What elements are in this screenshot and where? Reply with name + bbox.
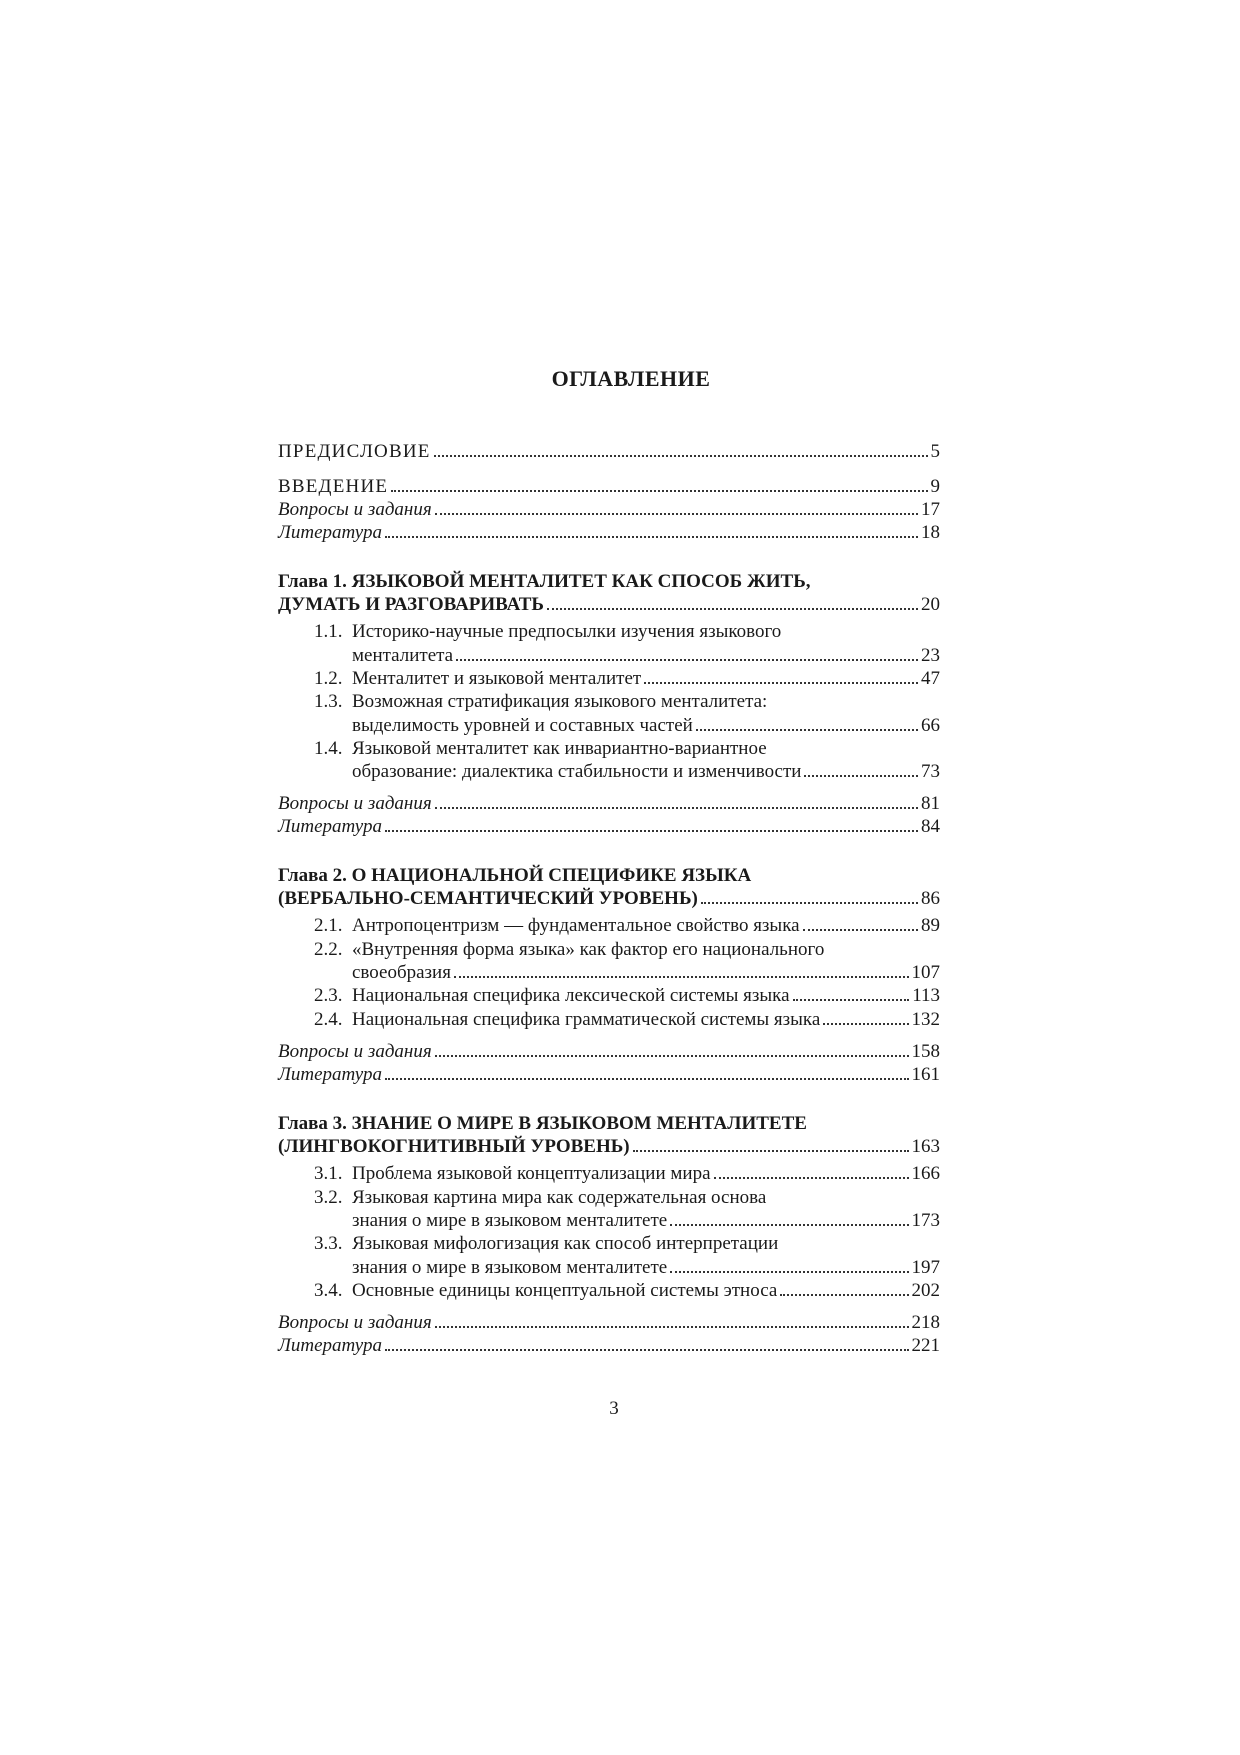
- section-title: Национальная специфика лексической системы языка: [352, 985, 790, 1006]
- toc-entry-page: 84: [921, 816, 940, 837]
- section-2-3[interactable]: [278, 984, 940, 1008]
- chapter-page: 163: [911, 1136, 940, 1157]
- section-page: 132: [911, 1008, 940, 1030]
- chapter-title-line2: (ВЕРБАЛЬНО-СЕМАНТИЧЕСКИЙ УРОВЕНЬ): [278, 888, 698, 909]
- toc-entry-page: 218: [911, 1312, 940, 1333]
- section-number: 3.3.: [314, 1233, 343, 1254]
- section-title: Менталитет и языковой менталитет: [352, 667, 642, 689]
- section-1-2[interactable]: [278, 667, 940, 691]
- toc-entry-label: Литература: [278, 816, 382, 837]
- section-1-1[interactable]: [278, 620, 940, 667]
- dot-leader: [701, 902, 918, 904]
- section-number: 2.3.: [314, 985, 343, 1006]
- dot-leader: [714, 1177, 909, 1179]
- section-title: Антропоцентризм — фундаментальное свойство языка: [352, 915, 800, 936]
- section-title-line1: Языковой менталитет как инвариантно-вариантное: [352, 737, 767, 759]
- section-page: 202: [911, 1279, 940, 1301]
- dot-leader: [644, 682, 918, 684]
- section-number: 3.2.: [314, 1186, 343, 1208]
- toc-entry-label: Литература: [278, 1335, 382, 1356]
- dot-leader: [385, 1349, 909, 1351]
- section-2-4[interactable]: [278, 1008, 940, 1032]
- section-number: 3.4.: [314, 1279, 343, 1301]
- chapter-3-literature[interactable]: [278, 1334, 940, 1357]
- toc-entry-label: Вопросы и задания: [278, 1312, 432, 1333]
- toc-entry-page: 5: [930, 441, 940, 462]
- toc-entry-label: ВВЕДЕНИЕ: [278, 476, 389, 497]
- chapter-3-questions[interactable]: [278, 1311, 940, 1334]
- dot-leader: [804, 775, 918, 777]
- section-page: 173: [911, 1210, 940, 1231]
- section-title: Национальная специфика грамматической системы языка: [352, 1008, 821, 1030]
- section-title-line2: знания о мире в языковом менталитете: [352, 1210, 668, 1231]
- chapter-3-heading[interactable]: [278, 1112, 940, 1158]
- section-title: Основные единицы концептуальной системы этноса: [352, 1279, 778, 1301]
- dot-leader: [803, 929, 918, 931]
- section-3-2[interactable]: [278, 1186, 940, 1233]
- dot-leader: [454, 976, 909, 978]
- toc-entry-label: Литература: [278, 522, 382, 543]
- dot-leader: [435, 1055, 909, 1057]
- page-title: ОГЛАВЛЕНИЕ: [551, 366, 711, 391]
- chapter-1-questions[interactable]: [278, 792, 940, 815]
- section-3-4[interactable]: [278, 1279, 940, 1303]
- section-title-line1: Языковая мифологизация как способ интерпретации: [352, 1233, 779, 1254]
- section-title: Проблема языковой концептуализации мира: [352, 1163, 711, 1184]
- section-2-1[interactable]: [278, 914, 940, 938]
- dot-leader: [435, 513, 918, 515]
- section-page: 73: [921, 761, 940, 782]
- toc-entry-page: 161: [911, 1064, 940, 1085]
- section-number: 3.1.: [314, 1163, 343, 1184]
- chapter-2-questions[interactable]: [278, 1040, 940, 1063]
- toc-entry-label: ПРЕДИСЛОВИЕ: [278, 441, 431, 462]
- section-number: 1.4.: [314, 737, 343, 759]
- toc-entry-page: 18: [921, 522, 940, 543]
- section-page: 89: [921, 915, 940, 936]
- table-of-contents: [278, 440, 940, 1357]
- toc-entry-page: 221: [911, 1335, 940, 1356]
- dot-leader: [385, 1078, 909, 1080]
- toc-entry-questions[interactable]: [278, 498, 940, 521]
- section-number: 1.3.: [314, 691, 343, 712]
- section-2-2[interactable]: [278, 938, 940, 985]
- dot-leader: [456, 659, 918, 661]
- section-title-line2: образование: диалектика стабильности и изменчивости: [352, 761, 802, 782]
- dot-leader: [780, 1294, 908, 1296]
- section-number: 2.4.: [314, 1008, 343, 1030]
- section-page: 113: [912, 985, 940, 1006]
- chapter-1-heading[interactable]: [278, 570, 940, 616]
- dot-leader: [391, 490, 927, 492]
- chapter-title-line2: (ЛИНГВОКОГНИТИВНЫЙ УРОВЕНЬ): [278, 1136, 630, 1157]
- section-1-3[interactable]: [278, 690, 940, 737]
- toc-entry-preface[interactable]: [278, 440, 940, 463]
- section-title-line1: «Внутренняя форма языка» как фактор его национального: [352, 938, 825, 960]
- chapter-prefix: Глава 1.: [278, 571, 347, 592]
- section-number: 2.2.: [314, 938, 343, 960]
- chapter-title-line1: ЯЗЫКОВОЙ МЕНТАЛИТЕТ КАК СПОСОБ ЖИТЬ,: [351, 571, 811, 592]
- chapter-page: 86: [921, 888, 940, 909]
- section-title-line1: Языковая картина мира как содержательная основа: [352, 1186, 767, 1208]
- section-title-line1: Историко-научные предпосылки изучения языкового: [352, 621, 782, 642]
- toc-entry-literature[interactable]: [278, 521, 940, 544]
- chapter-title-line2: ДУМАТЬ И РАЗГОВАРИВАТЬ: [278, 594, 544, 615]
- dot-leader: [435, 1326, 909, 1328]
- dot-leader: [823, 1023, 908, 1025]
- toc-entry-label: Литература: [278, 1064, 382, 1085]
- dot-leader: [434, 455, 928, 457]
- section-title-line2: менталитета: [352, 644, 454, 666]
- dot-leader: [696, 729, 918, 731]
- chapter-1-literature[interactable]: [278, 815, 940, 838]
- page-number: 3: [609, 1398, 619, 1419]
- section-3-1[interactable]: [278, 1162, 940, 1186]
- dot-leader: [793, 999, 910, 1001]
- dot-leader: [385, 536, 918, 538]
- toc-entry-page: 81: [921, 793, 940, 814]
- toc-entry-label: Вопросы и задания: [278, 499, 432, 520]
- chapter-title-line1: ЗНАНИЕ О МИРЕ В ЯЗЫКОВОМ МЕНТАЛИТЕТЕ: [351, 1113, 807, 1134]
- section-title-line2: выделимость уровней и составных частей: [352, 714, 693, 736]
- section-page: 23: [921, 644, 940, 666]
- dot-leader: [633, 1150, 909, 1152]
- chapter-2-heading[interactable]: [278, 864, 940, 910]
- section-page: 197: [911, 1256, 940, 1278]
- dot-leader: [670, 1271, 908, 1273]
- toc-entry-label: Вопросы и задания: [278, 793, 432, 814]
- section-1-4[interactable]: [278, 737, 940, 784]
- chapter-page: 20: [921, 594, 940, 615]
- dot-leader: [385, 830, 918, 832]
- dot-leader: [670, 1224, 908, 1226]
- dot-leader: [435, 807, 918, 809]
- section-number: 2.1.: [314, 915, 343, 936]
- dot-leader: [547, 608, 918, 610]
- chapter-prefix: Глава 2.: [278, 865, 347, 886]
- chapter-2-literature[interactable]: [278, 1063, 940, 1086]
- toc-entry-page: 158: [911, 1041, 940, 1062]
- chapter-title-line1: О НАЦИОНАЛЬНОЙ СПЕЦИФИКЕ ЯЗЫКА: [351, 865, 752, 886]
- section-page: 166: [911, 1163, 940, 1184]
- section-title-line2: знания о мире в языковом менталитете: [352, 1256, 668, 1278]
- section-number: 1.2.: [314, 667, 343, 689]
- section-page: 47: [921, 667, 940, 689]
- section-page: 66: [921, 714, 940, 736]
- toc-entry-introduction[interactable]: [278, 475, 940, 498]
- toc-entry-page: 9: [930, 476, 940, 497]
- section-3-3[interactable]: [278, 1232, 940, 1279]
- section-page: 107: [911, 962, 940, 983]
- section-number: 1.1.: [314, 621, 343, 642]
- toc-entry-page: 17: [921, 499, 940, 520]
- toc-entry-label: Вопросы и задания: [278, 1041, 432, 1062]
- section-title-line1: Возможная стратификация языкового менталитета:: [352, 691, 768, 712]
- section-title-line2: своеобразия: [352, 962, 451, 983]
- chapter-prefix: Глава 3.: [278, 1113, 347, 1134]
